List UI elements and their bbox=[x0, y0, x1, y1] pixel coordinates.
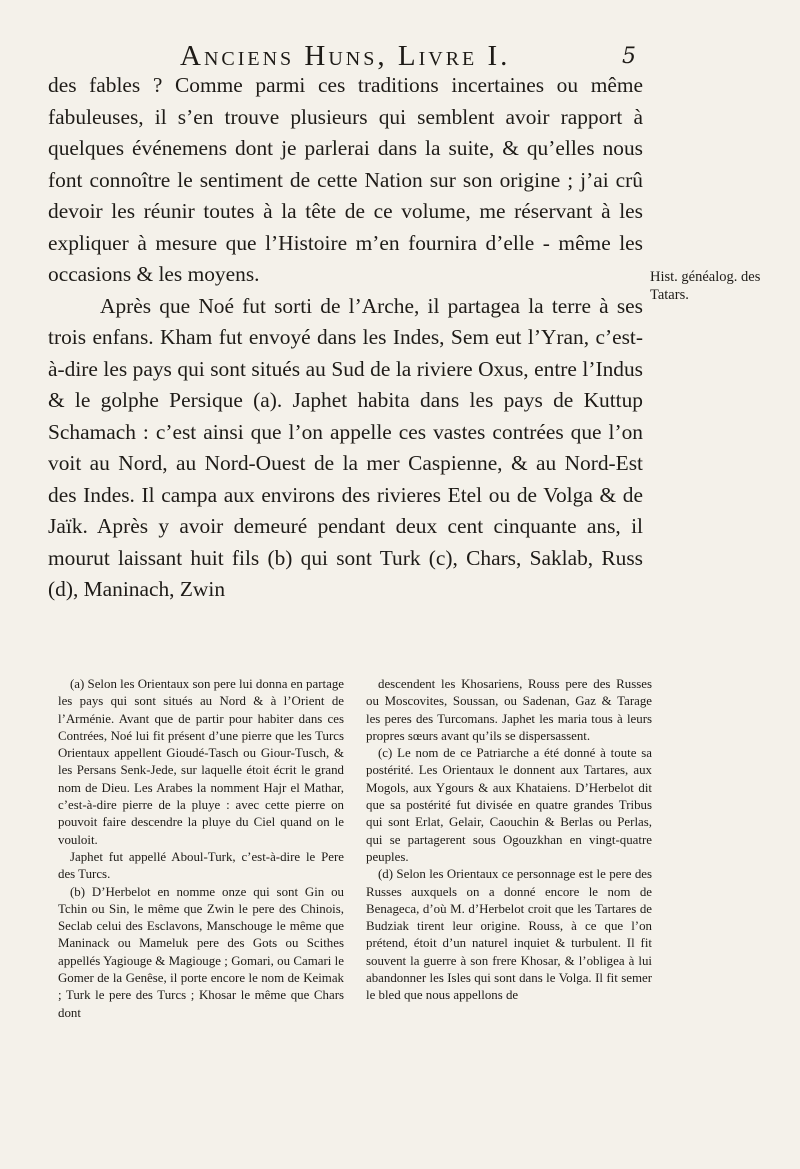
main-paragraph: Après que Noé fut sorti de l’Arche, il partagea la terre à ses trois enfans. Kham fut envoyé dans les Indes, Sem eut l’Yran, c’est-à-dire les pays qui sont situés au Sud de la riviere Oxus, entre l’Indus & le golphe Persique (a). Japhet habita dans les pays de Kuttup Schamach : c’est ainsi que l’on appelle ces vastes contrées que l’on voit au Nord, au Nord-Ouest de la mer Caspienne, & au Nord-Est des Indes. Il campa aux environs des rivieres Etel ou de Volga & de Jaïk. Après y avoir demeuré pendant deux cent cinquante ans, il mourut laissant huit fils (b) qui sont Turk (c), Chars, Saklab, Russ (d), Maninach, Zwin bbox=[48, 293, 643, 601]
footnote: descendent les Khosariens, Rouss pere des Russes ou Moscovites, Soussan, ou Sadenan, Gaz & Tarage les peres des Turcomans. Japhet les maria tous à leurs propres sœurs avant qu’ils se dispersassent. bbox=[366, 677, 652, 743]
margin-note: Hist. généalog. des Tatars. bbox=[650, 269, 761, 303]
running-title: Anciens Huns, Livre I. bbox=[180, 40, 511, 72]
footnotes-left-column bbox=[58, 676, 344, 1022]
page-number: 5 bbox=[622, 44, 636, 69]
footnote: (b) D’Herbelot en nomme onze qui sont Gin ou Tchin ou Sin, le même que Zwin le pere des Chinois, Seclab celui des Esclavons, Manschouge le même que Maninack ou Mameluk pere des Gots ou Scithes appellés Yagiouge & Magiouge ; Gomari, ou Camari le Gomer de la Genêse, il porte encore le nom de Keimak ; Turk le pere des Turcs ; Khosar le même que Chars dont bbox=[58, 884, 344, 1020]
footnote: Japhet fut appellé Aboul-Turk, c’est-à-dire le Pere des Turcs. bbox=[58, 849, 344, 882]
main-paragraph: des fables ? Comme parmi ces traditions incertaines ou même fabuleuses, il s’en trouve plusieurs qui semblent avoir rapport à quelques événemens dont je parlerai dans la suite, & qu’elles nous font connoître le sentiment de cette Nation sur son origine ; j’ai crû devoir les réunir toutes à la tête de ce volume, me réservant à les expliquer à mesure que l’Histoire m’en fournira d’elle - même les occasions & les moyens. bbox=[48, 73, 643, 286]
footnote: (c) Le nom de ce Patriarche a été donné à toute sa postérité. Les Orientaux le donnent aux Tartares, aux Mogols, aux Ygours & aux Khataiens. D’Herbelot dit que sa postérité fut divisée en quatre grandes Tribus qui sont Erlat, Gelair, Caouchin & Berlas ou Perlas, qui se partagerent sous Ogouzkhan en vingt-quatre peuples. bbox=[366, 746, 652, 864]
footnote: (a) Selon les Orientaux son pere lui donna en partage les pays qui sont situés au Nord & à l’Orient de l’Arménie. Avant que de partir pour habiter dans ces Contrées, Noé lui fit présent d’une pierre que les Turcs Orientaux appellent Gioudé-Tasch ou Giour-Tusch, & les Persans Senk-Jede, sur laquelle étoit écrit le grand nom de Dieu. Les Arabes la nomment Hajr el Mathar, c’est-à-dire pierre de la pluye : avec cette pierre on pouvoit faire descendre la pluye du Ciel quand on le vouloit. bbox=[58, 677, 344, 847]
footnotes-right-column bbox=[366, 676, 652, 1022]
footnotes bbox=[58, 676, 652, 1022]
main-text bbox=[48, 70, 643, 606]
footnote: (d) Selon les Orientaux ce personnage est le pere des Russes auxquels on a donné encore le nom de Benageca, d’où M. d’Herbelot croit que les Tartares de Budziak tirent leur origine. Rouss, à ce que l’on prétend, étoit d’un naturel inquiet & turbulent. Il fit souvent la guerre à son frere Khosar, & l’obligea à lui abandonner les Isles qui sont dans le Volga. Il fit semer le bled que nous appellons de bbox=[366, 867, 652, 1003]
